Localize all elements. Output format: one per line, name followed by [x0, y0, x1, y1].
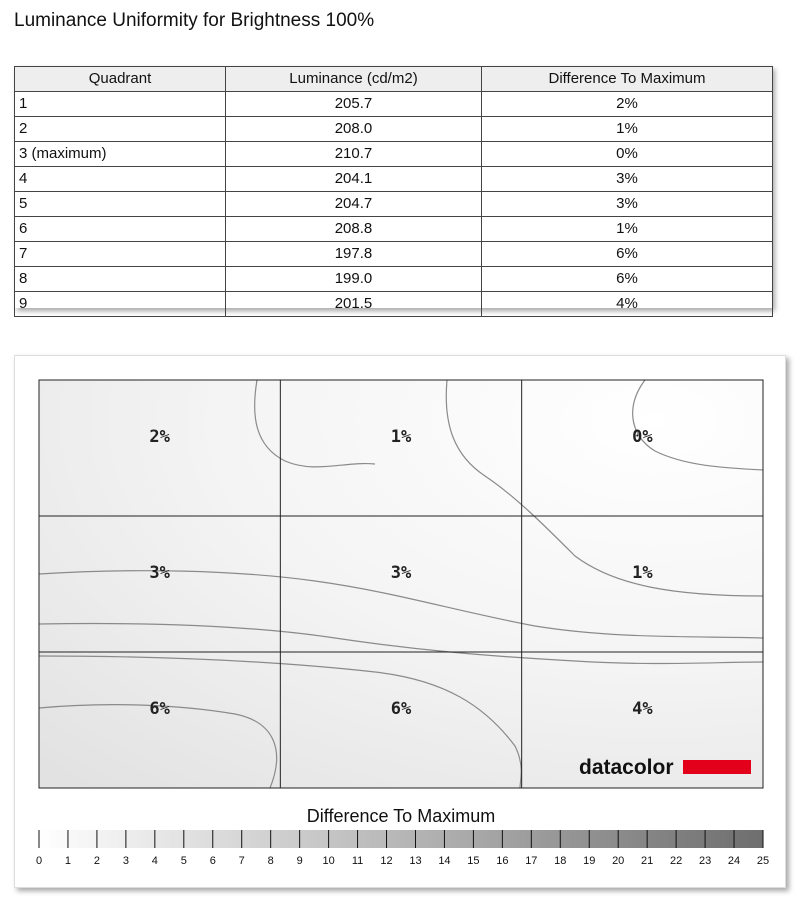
cell-quadrant: 2	[15, 117, 226, 142]
heatmap-cell-label: 6%	[149, 699, 170, 719]
legend-tick-label: 19	[583, 855, 596, 867]
cell-luminance: 204.7	[226, 192, 482, 217]
legend-tick-label: 14	[438, 855, 451, 867]
legend-tick-label: 6	[209, 855, 216, 867]
cell-quadrant: 6	[15, 217, 226, 242]
cell-luminance: 204.1	[226, 167, 482, 192]
legend-tick-label: 10	[322, 855, 335, 867]
datacolor-logo-bar	[683, 760, 751, 774]
cell-luminance: 205.7	[226, 92, 482, 117]
table-row	[15, 192, 773, 217]
cell-quadrant: 5	[15, 192, 226, 217]
cell-difference: 2%	[482, 92, 773, 117]
datacolor-logo-text: datacolor	[579, 756, 674, 779]
cell-difference: 1%	[482, 217, 773, 242]
legend-tick-label: 18	[554, 855, 567, 867]
legend-tick-label: 5	[180, 855, 187, 867]
cell-quadrant: 9	[15, 292, 226, 317]
legend-tick-label: 15	[467, 855, 480, 867]
legend-color-bar	[39, 830, 763, 848]
legend-tick-label: 1	[64, 855, 72, 867]
legend-tick-label: 4	[151, 855, 158, 867]
luminance-table-panel	[14, 66, 772, 312]
cell-difference: 1%	[482, 117, 773, 142]
legend-tick-label: 22	[669, 855, 683, 867]
cell-difference: 6%	[482, 242, 773, 267]
table-row	[15, 267, 773, 292]
uniformity-heatmap	[15, 356, 787, 889]
heatmap-cell-label: 1%	[390, 427, 412, 447]
cell-luminance: 208.0	[226, 117, 482, 142]
legend-tick-label: 25	[756, 855, 770, 867]
legend-tick-label: 12	[380, 855, 393, 867]
legend-tick-label: 23	[698, 855, 712, 867]
heatmap-cell-label: 2%	[149, 427, 170, 447]
heatmap-cell-label: 0%	[632, 427, 653, 447]
legend-tick-label: 20	[612, 855, 625, 867]
legend-tick-label: 17	[525, 855, 538, 867]
legend-tick-label: 16	[496, 855, 509, 867]
cell-quadrant: 7	[15, 242, 226, 267]
cell-quadrant: 1	[15, 92, 226, 117]
legend-tick-label: 21	[641, 855, 654, 867]
cell-quadrant: 8	[15, 267, 226, 292]
legend-title: Difference To Maximum	[306, 806, 496, 826]
table-row	[15, 142, 773, 167]
legend-tick-label: 13	[409, 855, 422, 867]
legend-tick-label: 9	[296, 855, 303, 867]
heatmap-cell-label: 6%	[390, 699, 412, 719]
legend-tick-label: 11	[351, 855, 364, 867]
cell-quadrant: 4	[15, 167, 226, 192]
table-row	[15, 217, 773, 242]
legend-tick-label: 2	[93, 855, 100, 867]
luminance-table	[14, 66, 773, 317]
legend-tick-label: 3	[122, 855, 129, 867]
cell-difference: 6%	[482, 267, 773, 292]
cell-difference: 3%	[482, 192, 773, 217]
uniformity-chart-panel	[14, 355, 786, 888]
legend-tick-label: 8	[267, 855, 274, 867]
legend-tick-label: 24	[727, 855, 741, 867]
heatmap-cell-label: 3%	[149, 563, 170, 583]
heatmap-cell-label: 3%	[390, 563, 412, 583]
table-row	[15, 117, 773, 142]
cell-luminance: 201.5	[226, 292, 482, 317]
table-row	[15, 92, 773, 117]
header-difference: Difference To Maximum	[482, 67, 773, 92]
legend-tick-label: 0	[35, 855, 43, 867]
table-row	[15, 167, 773, 192]
table-header-row	[15, 67, 773, 92]
cell-luminance: 197.8	[226, 242, 482, 267]
header-luminance: Luminance (cd/m2)	[226, 67, 482, 92]
heatmap-cell-label: 1%	[632, 563, 653, 583]
cell-luminance: 199.0	[226, 267, 482, 292]
cell-luminance: 210.7	[226, 142, 482, 167]
legend-tick-label: 7	[238, 855, 245, 867]
cell-difference: 3%	[482, 167, 773, 192]
cell-luminance: 208.8	[226, 217, 482, 242]
heatmap-cell-label: 4%	[632, 699, 653, 719]
cell-difference: 4%	[482, 292, 773, 317]
table-row	[15, 242, 773, 267]
table-row	[15, 292, 773, 317]
header-quadrant: Quadrant	[15, 67, 226, 92]
cell-quadrant: 3 (maximum)	[15, 142, 226, 167]
page-title: Luminance Uniformity for Brightness 100%	[14, 10, 375, 31]
cell-difference: 0%	[482, 142, 773, 167]
